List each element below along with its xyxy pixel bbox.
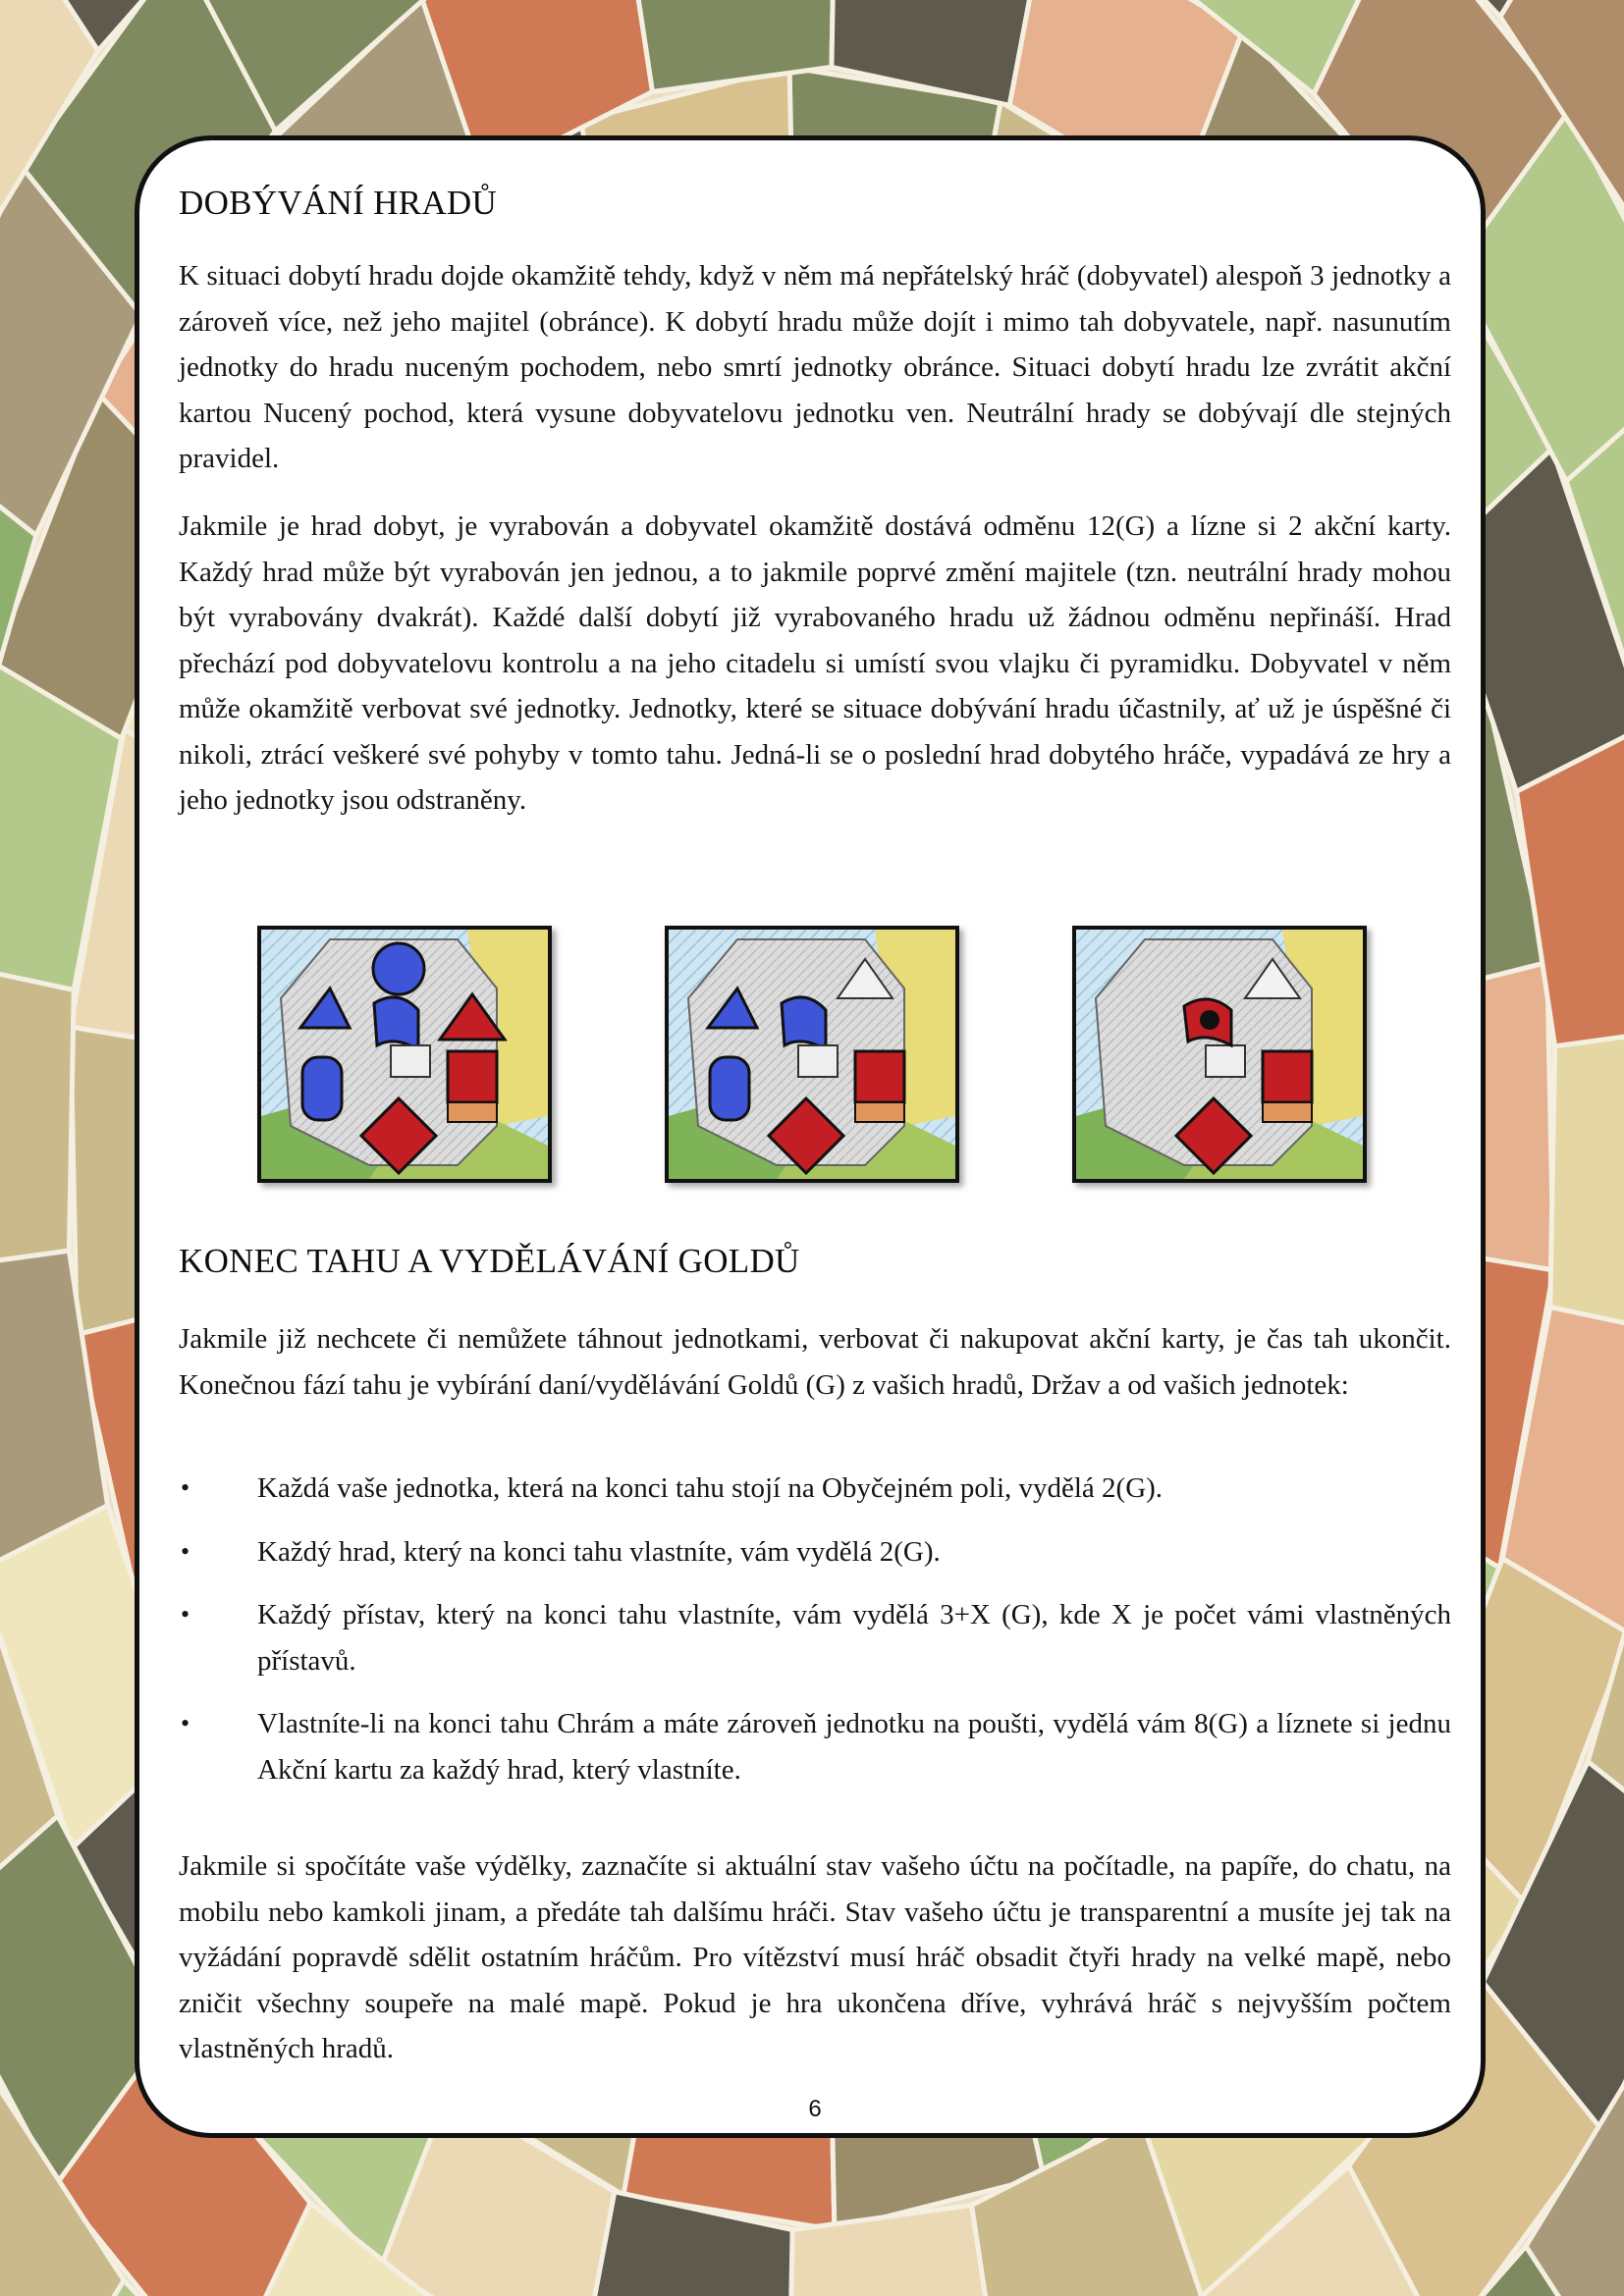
income-list [179,1466,1451,1792]
castle-illustration-conquered [1072,926,1367,1183]
page-card [135,135,1486,2138]
section-title-castle-conquest: DOBÝVÁNÍ HRADŮ [179,184,498,222]
page-number: 6 [808,2096,822,2122]
paragraph-end-turn-summary: Jakmile si spočítáte vaše výdělky, zaznačíte si aktuální stav vašeho účtu na počítadle, na papíře, do chatu, na mobilu nebo kamkoli jinam, a předáte tah dalšímu hráči. Stav vašeho účtu je transparentní a musíte jej tak na vyžádání popravdě sdělit ostatním hráčům. Pro vítězství musí hráč obsadit čtyři hrady na velké mapě, nebo zničit všechny soupeře na malé mapě. Pokud je hra ukončena dříve, vyhrává hráč s nejvyšším počtem vlastněných hradů. [179,1850,1451,2064]
list-item: • Každý přístav, který na konci tahu vlastníte, vám vydělá 3+X (G), kde X je počet vámi vlastněných přístavů. [179,1592,1451,1683]
paragraph-end-turn-intro: Jakmile již nechcete či nemůžete táhnout jednotkami, verbovat či nakupovat akční karty, je čas tah ukončit. Konečnou fází tahu je vybírání daní/vydělávání Goldů (G) z vašich hradů, Držav a od vašich jednotek: [179,1323,1451,1401]
list-item: • Vlastníte-li na konci tahu Chrám a máte zároveň jednotku na poušti, vydělá vám 8(G) a líznete si jednu Akční kartu za každý hrad, který vlastníte. [179,1701,1451,1792]
castle-illustration-attack [665,926,959,1183]
mosaic-tile [1550,1028,1624,1337]
list-item: • Každá vaše jednotka, která na konci tahu stojí na Obyčejném poli, vydělá 2(G). [179,1466,1451,1512]
castle-illustration-before [257,926,552,1183]
paragraph-conquest-rules: K situaci dobytí hradu dojde okamžitě tehdy, když v něm má nepřátelský hráč (dobyvatel) alespoň 3 jednotky a zároveň více, než jeho majitel (obránce). K dobytí hradu může dojít i mimo tah dobyvatele, např. nasunutím jednotky do hradu nuceným pochodem, nebo smrtí jednotky obránce. Situaci dobytí hradu lze zvrátit akční kartou Nucený pochod, která vysune dobyvatelovu jednotku ven. Neutrální hrady se dobývají dle stejných pravidel. [179,260,1451,474]
list-item: • Každý hrad, který na konci tahu vlastníte, vám vydělá 2(G). [179,1529,1451,1575]
mosaic-tile [0,961,74,1270]
paragraph-plunder-rules: Jakmile je hrad dobyt, je vyrabován a dobyvatel okamžitě dostává odměnu 12(G) a lízne si 2 akční karty. Každý hrad může být vyrabován jen jednou, a to jakmile poprvé změní majitele (tzn. neutrální hrady mohou být vyrabovány dvakrát). Každé další dobytí již vyrabovaného hradu už žádnou odměnu nepřináší. Hrad přechází pod dobyvatelovu kontrolu a na jeho citadelu si umístí svou vlajku či pyramidku. Dobyvatel v něm může okamžitě verbovat své jednotky. Jednotky, které se situace dobývání hradu účastnily, ať už je úspěšné či nikoli, ztrácí veškeré své pohyby v tomto tahu. Jedná-li se o poslední hrad dobytého hráče, vypadává ze hry a jeho jednotky jsou odstraněny. [179,510,1451,816]
section-title-end-turn: KONEC TAHU A VYDĚLÁVÁNÍ GOLDŮ [179,1242,800,1280]
